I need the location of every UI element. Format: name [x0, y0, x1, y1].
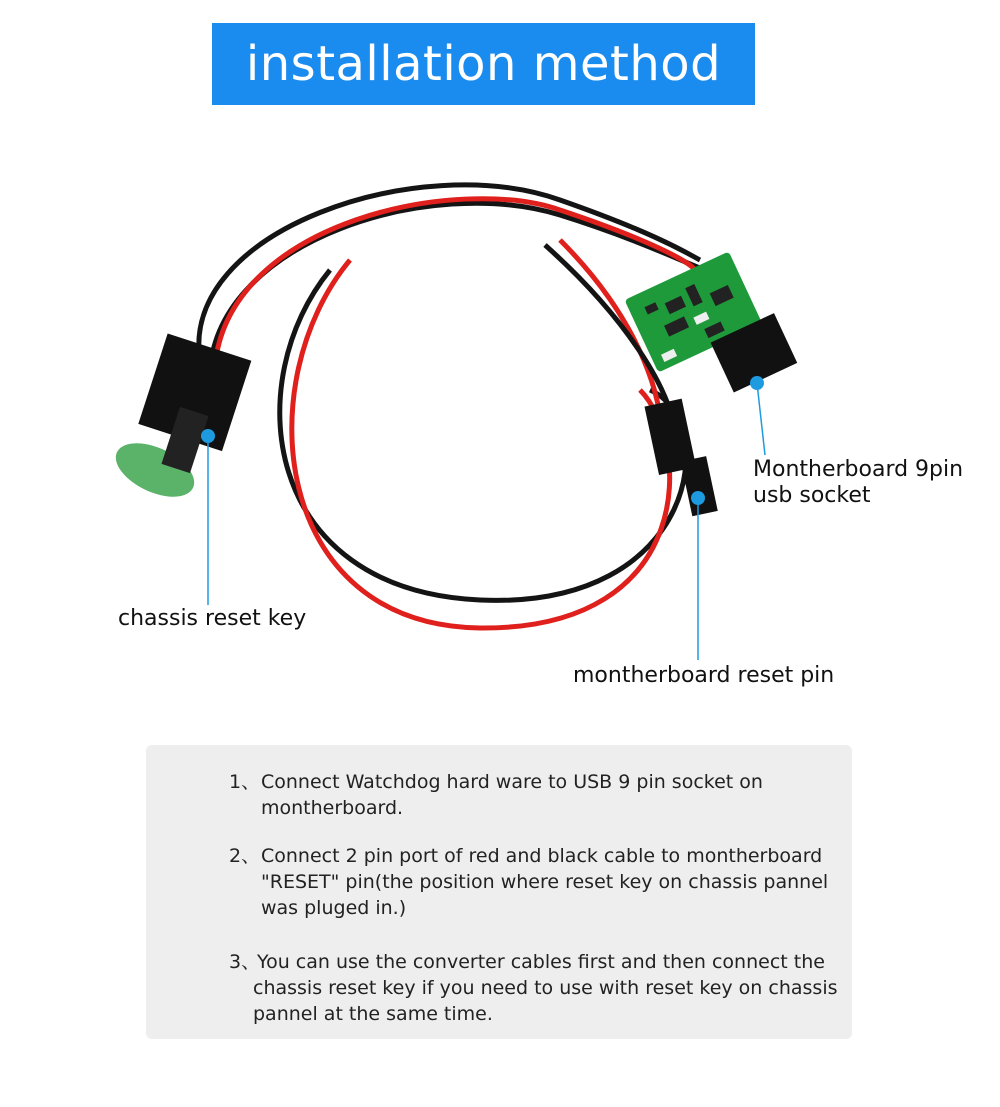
step-line: chassis reset key if you need to use with reset key on chassis — [253, 977, 838, 999]
reset-pin-callout: montherboard reset pin — [573, 663, 835, 688]
step-line: was pluged in.) — [261, 897, 407, 919]
step-number: 1、 — [229, 771, 261, 793]
instructions-panel — [146, 745, 852, 1039]
step-1 — [229, 769, 763, 821]
step-number: 2、 — [229, 845, 261, 867]
reset-key-callout: chassis reset key — [118, 606, 307, 631]
usb-socket-label-2: usb socket — [753, 483, 871, 508]
reset-key-marker — [201, 429, 215, 443]
step-number: 3、 — [229, 951, 261, 973]
reset-pin-marker — [691, 491, 705, 505]
usb-socket-label-1: Montherboard 9pin — [753, 457, 964, 482]
title-banner — [212, 23, 755, 105]
usb-socket-callout — [753, 457, 963, 509]
step-line: Connect Watchdog hard ware to USB 9 pin socket on — [261, 771, 763, 793]
page-title: installation method — [245, 36, 722, 92]
step-line: montherboard. — [261, 797, 404, 819]
step-3 — [229, 949, 838, 1027]
chassis-reset-key — [108, 334, 252, 508]
step-line: pannel at the same time. — [253, 1003, 493, 1025]
step-line: "RESET" pin(the position where reset key on chassis pannel — [261, 871, 829, 893]
usb-socket-marker — [750, 376, 764, 390]
step-line: You can use the converter cables first and then connect the — [257, 951, 825, 973]
step-2 — [229, 843, 828, 921]
step-line: Connect 2 pin port of red and black cable to montherboard — [261, 845, 823, 867]
